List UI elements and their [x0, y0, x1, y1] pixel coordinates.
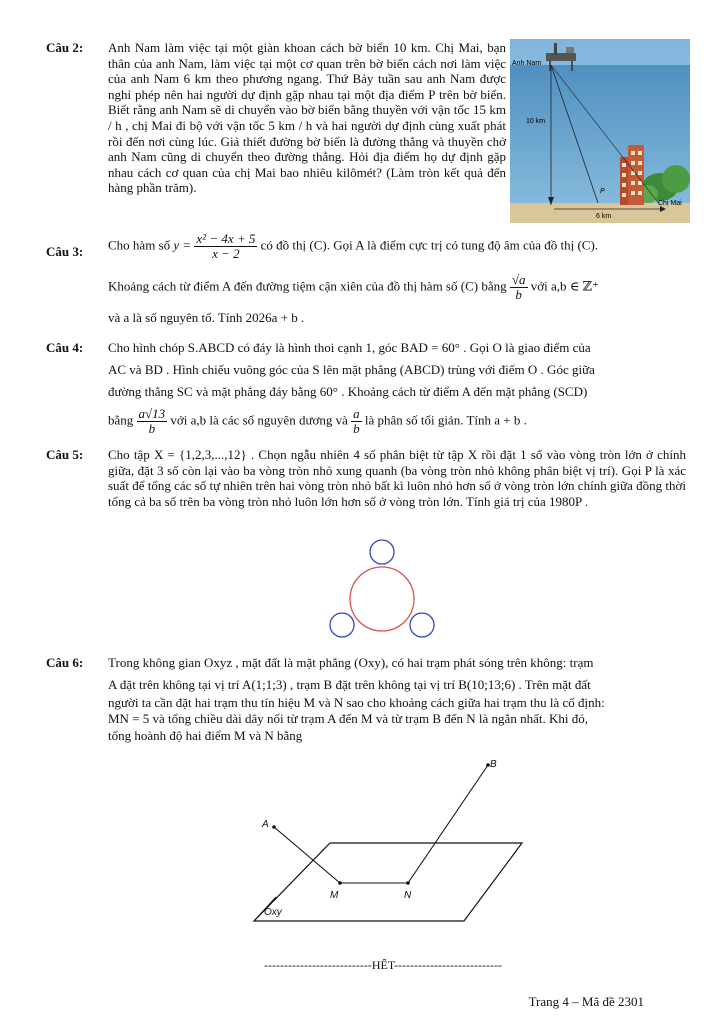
q3-line3: và a là số nguyên tố. Tính 2026a + b .	[108, 310, 305, 325]
q6-line4: MN = 5 và tổng chiều dài dây nối từ trạm A đến M và từ trạm B đến N là ngắn nhất. Khi đó,	[108, 711, 588, 726]
q4-fraction1-numerator: a√13	[138, 406, 166, 421]
label-10km: 10 km	[526, 118, 546, 125]
question-5	[46, 447, 686, 509]
q6-line2: A đặt trên không tại vị trí A(1;1;3) , trạm B đặt trên không tại vị trí B(10;13;6) . Trên mặt đất	[108, 676, 591, 692]
q5-circles-figure	[322, 535, 442, 647]
question-2-label: Câu 2:	[46, 40, 84, 55]
point-a-label: A	[262, 819, 269, 830]
q3-line1-b: có đồ thị (C). Gọi A là điểm cực trị có tung độ âm của đồ thị (C).	[260, 237, 599, 253]
q6-line1: Trong không gian Oxyz , mặt đất là mặt phẳng (Oxy), có hai trạm phát sóng trên không: trạm	[108, 655, 594, 670]
large-center-circle	[350, 567, 414, 631]
label-6km: 6 km	[596, 213, 612, 220]
question-4-label: Câu 4:	[46, 340, 84, 355]
q3-fraction-denominator: x − 2	[212, 246, 240, 261]
q6-line3: người ta cần đặt hai trạm thu tín hiệu M và N sao cho khoảng cách giữa hai trạm thu là cố định:	[108, 695, 605, 710]
q4-line4-c: là phân số tối giản. Tính a + b .	[364, 412, 527, 428]
q4-line4-a: bằng	[108, 412, 134, 428]
q4-line4-b: với a,b là các số nguyên dương và	[170, 412, 348, 428]
q6-geometry-figure	[240, 755, 540, 935]
small-circle-right	[410, 613, 434, 637]
label-chi-mai: Chị Mai	[658, 200, 682, 207]
q4-line2: AC và BD . Hình chiếu vuông góc của S lên mặt phẳng (ABCD) trùng với điểm O . Góc giữa	[108, 362, 595, 377]
oxy-plane	[254, 843, 522, 921]
q3-line2-b: với a,b ∈ ℤ⁺	[530, 278, 599, 294]
q6-line5: tổng hoành độ hai điểm M và N bằng	[108, 728, 303, 743]
q3-function-fraction	[194, 232, 257, 261]
question-6	[46, 652, 686, 745]
page-footer: Trang 4 – Mã đề 2301	[528, 994, 644, 1009]
label-anh-nam: Anh Nam	[512, 60, 542, 67]
question-5-text: Cho tập X = {1,2,3,...,12} . Chọn ngẫu nhiên 4 số phân biệt từ tập X rồi đặt 1 số vào vòng tròn lớn ở chính giữa, đặt 3 số còn lại vào ba vòng tròn nhỏ xung quanh (ba vòng tròn nhỏ không phân biệt vị trí). Gọi P là xác suất để tổng các số tự nhiên trên hai vòng tròn nhỏ bất kì luôn nhỏ hơn số ở vòng tròn lớn chính giữa đồng thời tổng cả ba số trên ba vòng tròn nhỏ luôn lớn hơn số ở vòng tròn lớn. Tính giá trị của 1980P .	[108, 447, 686, 509]
question-2	[46, 40, 506, 196]
q2-illustration	[510, 39, 690, 223]
label-p: P	[600, 188, 605, 195]
small-circle-top	[370, 540, 394, 564]
q3-fraction-numerator: x² − 4x + 5	[196, 231, 256, 246]
q4-ratio-fraction	[351, 407, 362, 436]
point-n-label: N	[404, 890, 412, 901]
question-5-label: Câu 5:	[46, 447, 84, 462]
question-3	[46, 232, 686, 326]
q4-fraction2-numerator: a	[353, 406, 360, 421]
q3-line2-a: Khoảng cách từ điểm A đến đường tiệm cận xiên của đồ thị hàm số (C) bằng	[108, 278, 507, 294]
question-3-label: Câu 3:	[46, 244, 84, 259]
plane-oxy-label: Oxy	[264, 907, 282, 918]
q4-line3: đường thẳng SC và mặt phẳng đáy bằng 60° . Khoảng cách từ điểm A đến mặt phẳng (SCD)	[108, 384, 588, 399]
q3-distance-denominator: b	[515, 287, 522, 302]
q4-distance-fraction	[137, 407, 168, 436]
point-m-label: M	[330, 890, 339, 901]
q4-fraction2-denominator: b	[353, 421, 360, 436]
q3-line1-a: Cho hàm số	[108, 237, 171, 253]
q4-fraction1-denominator: b	[148, 421, 156, 436]
q3-y-eq: y =	[173, 237, 192, 253]
end-mark: ---------------------------HẾT---------------------------	[263, 958, 502, 972]
q3-distance-numerator: √a	[511, 272, 526, 287]
question-2-text: Anh Nam làm việc tại một giàn khoan cách bờ biển 10 km. Chị Mai, bạn thân của anh Nam, làm việc tại một cơ quan trên bờ biển cách nơi làm việc của anh Nam 6 km theo phương ngang. Thứ Bảy tuần sau anh Nam được nghỉ phép nên hai người dự định gặp nhau tại một địa điểm P trên bờ biển. Biết rằng anh Nam sẽ di chuyển vào bờ biển bằng thuyền với vận tốc 15 km / h , chị Mai đi bộ với vận tốc 5 km / h và hai người dự định cùng xuất phát rồi đến nơi cùng lúc. Giả thiết đường bờ biển là đường thẳng và thuyền chở anh Nam cũng di chuyển theo đường thẳng. Hỏi địa điểm họ dự định gặp nhau cách cơ quan của chị Mai bao nhiêu kilômét? (Làm tròn kết quả đến hàng phần trăm).	[108, 40, 506, 196]
question-6-label: Câu 6:	[46, 655, 84, 670]
point-b-label: B	[490, 759, 497, 770]
q4-line1: Cho hình chóp S.ABCD có đáy là hình thoi cạnh 1, góc BAD = 60° . Gọi O là giao điểm của	[108, 340, 591, 355]
small-circle-left	[330, 613, 354, 637]
question-4	[46, 337, 686, 436]
q3-distance-fraction	[510, 273, 528, 302]
